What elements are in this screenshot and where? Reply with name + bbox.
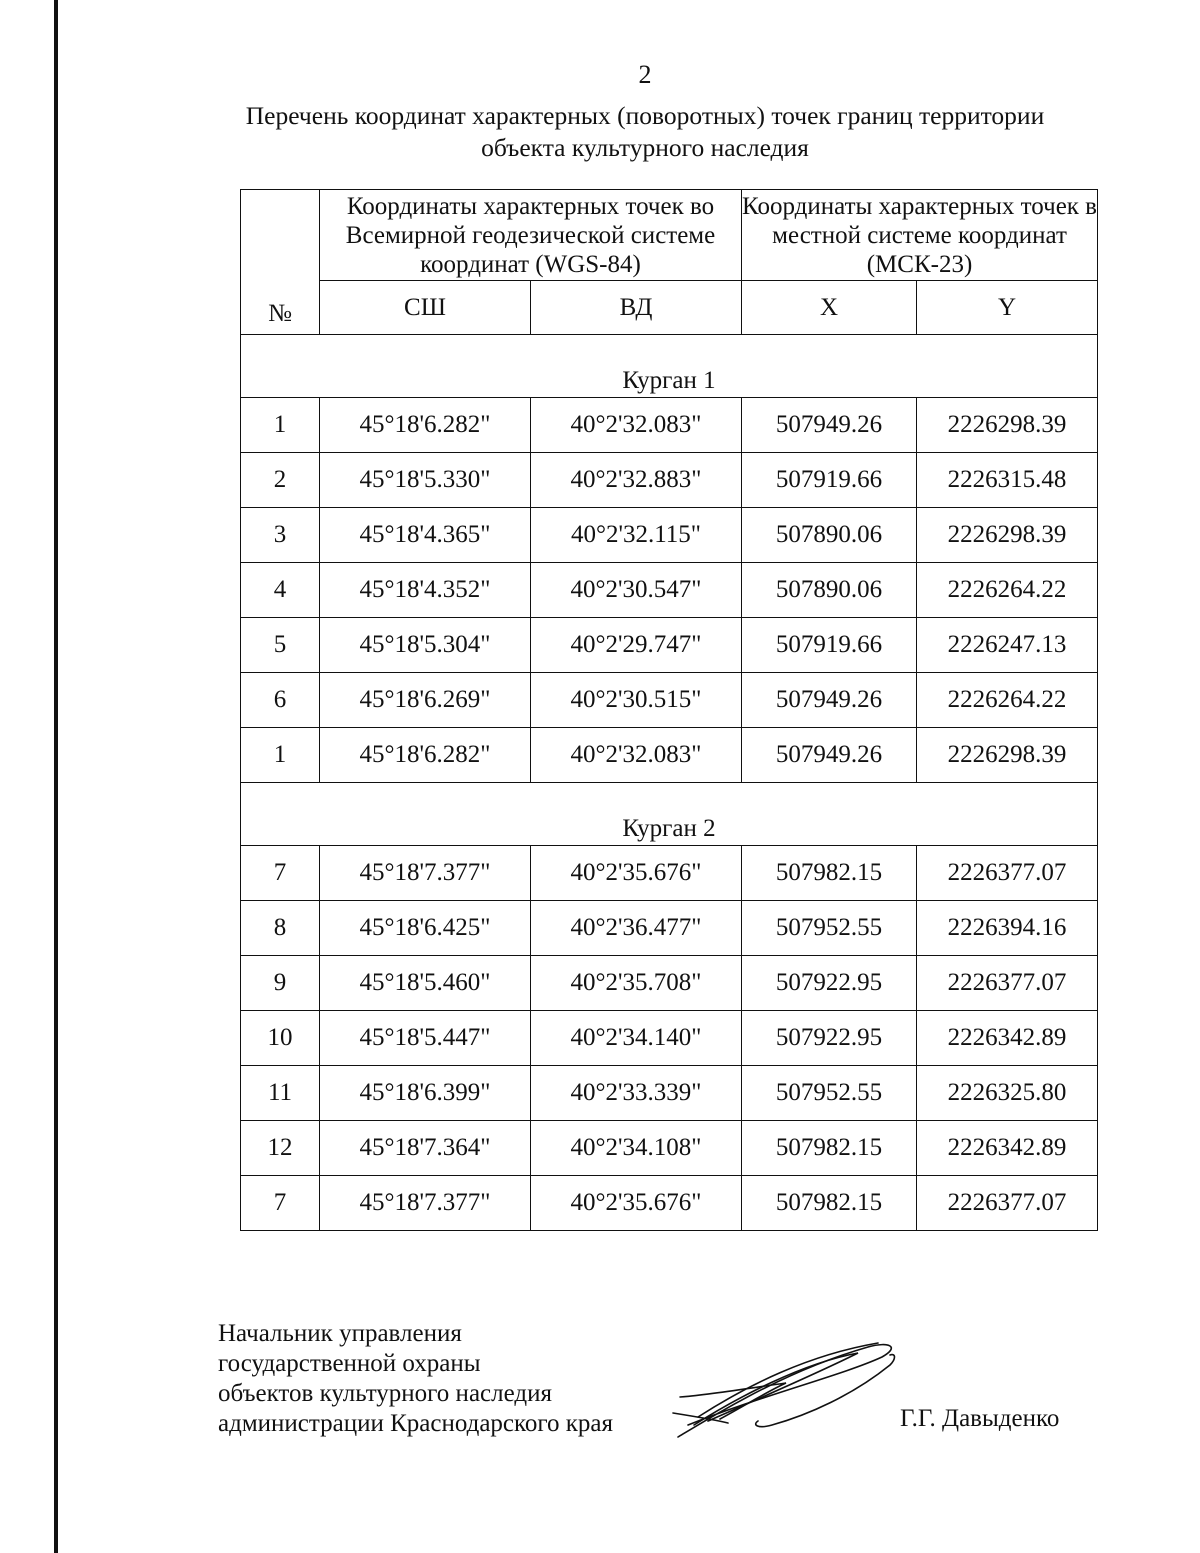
x-cell: 507982.15 <box>742 1176 917 1231</box>
table-row <box>241 508 1098 563</box>
x-cell: 507919.66 <box>742 618 917 673</box>
longitude-cell: 40°2'32.115" <box>531 508 742 563</box>
latitude-cell: 45°18'6.399" <box>320 1066 531 1121</box>
point-number-cell: 9 <box>241 956 320 1011</box>
position-line: объектов культурного наследия <box>218 1380 552 1407</box>
longitude-cell: 40°2'32.883" <box>531 453 742 508</box>
point-number-cell: 12 <box>241 1121 320 1176</box>
official-position <box>218 1319 613 1439</box>
table-row <box>241 618 1098 673</box>
longitude-cell: 40°2'32.083" <box>531 728 742 783</box>
y-cell: 2226298.39 <box>917 508 1098 563</box>
longitude-cell: 40°2'34.140" <box>531 1011 742 1066</box>
x-cell: 507982.15 <box>742 846 917 901</box>
table-row <box>241 453 1098 508</box>
x-cell: 507952.55 <box>742 1066 917 1121</box>
latitude-cell: 45°18'5.447" <box>320 1011 531 1066</box>
longitude-cell: 40°2'35.708" <box>531 956 742 1011</box>
latitude-cell: 45°18'4.365" <box>320 508 531 563</box>
table-row <box>241 1176 1098 1231</box>
longitude-cell: 40°2'36.477" <box>531 901 742 956</box>
position-line: государственной охраны <box>218 1350 481 1377</box>
section-row <box>241 783 1098 846</box>
position-line: администрации Краснодарского края <box>218 1410 614 1437</box>
x-cell: 507890.06 <box>742 563 917 618</box>
section-row <box>241 335 1098 398</box>
header-msk23: Координаты характерных точек в местной системе координат (МСК-23) <box>742 190 1098 281</box>
latitude-cell: 45°18'7.377" <box>320 1176 531 1231</box>
header-latitude: СШ <box>320 281 531 335</box>
point-number-cell: 1 <box>241 398 320 453</box>
y-cell: 2226377.07 <box>917 1176 1098 1231</box>
handwritten-signature <box>668 1325 908 1445</box>
y-cell: 2226298.39 <box>917 728 1098 783</box>
header-y: Y <box>917 281 1098 335</box>
table-row <box>241 728 1098 783</box>
x-cell: 507982.15 <box>742 1121 917 1176</box>
signer-name: Г.Г. Давыденко <box>900 1405 1060 1432</box>
position-line: Начальник управления <box>218 1320 462 1347</box>
table-row <box>241 398 1098 453</box>
section-title: Курган 1 <box>241 335 1098 398</box>
title-line: Перечень координат характерных (поворотных) точек границ территории <box>245 101 1045 130</box>
point-number-cell: 5 <box>241 618 320 673</box>
y-cell: 2226325.80 <box>917 1066 1098 1121</box>
latitude-cell: 45°18'6.425" <box>320 901 531 956</box>
y-cell: 2226377.07 <box>917 956 1098 1011</box>
table-row <box>241 1121 1098 1176</box>
x-cell: 507922.95 <box>742 956 917 1011</box>
longitude-cell: 40°2'32.083" <box>531 398 742 453</box>
y-cell: 2226342.89 <box>917 1011 1098 1066</box>
table-body <box>241 335 1098 1231</box>
header-wgs84: Координаты характерных точек во Всемирной геодезической системе координат (WGS-84) <box>320 190 742 281</box>
y-cell: 2226264.22 <box>917 563 1098 618</box>
latitude-cell: 45°18'4.352" <box>320 563 531 618</box>
y-cell: 2226315.48 <box>917 453 1098 508</box>
latitude-cell: 45°18'6.269" <box>320 673 531 728</box>
y-cell: 2226264.22 <box>917 673 1098 728</box>
y-cell: 2226394.16 <box>917 901 1098 956</box>
point-number-cell: 7 <box>241 846 320 901</box>
longitude-cell: 40°2'30.547" <box>531 563 742 618</box>
title-line: объекта культурного наследия <box>481 133 809 162</box>
y-cell: 2226342.89 <box>917 1121 1098 1176</box>
left-margin-rule <box>54 0 58 1553</box>
longitude-cell: 40°2'35.676" <box>531 846 742 901</box>
latitude-cell: 45°18'7.377" <box>320 846 531 901</box>
page-number: 2 <box>638 60 652 89</box>
longitude-cell: 40°2'33.339" <box>531 1066 742 1121</box>
point-number-cell: 1 <box>241 728 320 783</box>
x-cell: 507949.26 <box>742 398 917 453</box>
point-number-cell: 7 <box>241 1176 320 1231</box>
y-cell: 2226377.07 <box>917 846 1098 901</box>
header-x: X <box>742 281 917 335</box>
x-cell: 507922.95 <box>742 1011 917 1066</box>
x-cell: 507949.26 <box>742 728 917 783</box>
latitude-cell: 45°18'6.282" <box>320 728 531 783</box>
x-cell: 507919.66 <box>742 453 917 508</box>
x-cell: 507952.55 <box>742 901 917 956</box>
point-number-cell: 3 <box>241 508 320 563</box>
latitude-cell: 45°18'5.304" <box>320 618 531 673</box>
point-number-cell: 11 <box>241 1066 320 1121</box>
longitude-cell: 40°2'35.676" <box>531 1176 742 1231</box>
point-number-cell: 6 <box>241 673 320 728</box>
point-number-cell: 2 <box>241 453 320 508</box>
table-row <box>241 956 1098 1011</box>
table-row <box>241 563 1098 618</box>
longitude-cell: 40°2'30.515" <box>531 673 742 728</box>
longitude-cell: 40°2'34.108" <box>531 1121 742 1176</box>
header-number: № <box>241 190 320 335</box>
x-cell: 507890.06 <box>742 508 917 563</box>
latitude-cell: 45°18'5.330" <box>320 453 531 508</box>
y-cell: 2226247.13 <box>917 618 1098 673</box>
latitude-cell: 45°18'7.364" <box>320 1121 531 1176</box>
longitude-cell: 40°2'29.747" <box>531 618 742 673</box>
table-row <box>241 1066 1098 1121</box>
latitude-cell: 45°18'6.282" <box>320 398 531 453</box>
point-number-cell: 10 <box>241 1011 320 1066</box>
document-title <box>200 100 1090 164</box>
table-row <box>241 1011 1098 1066</box>
header-longitude: ВД <box>531 281 742 335</box>
coordinates-table <box>240 189 1098 1231</box>
latitude-cell: 45°18'5.460" <box>320 956 531 1011</box>
point-number-cell: 8 <box>241 901 320 956</box>
table-row <box>241 673 1098 728</box>
table-row <box>241 901 1098 956</box>
point-number-cell: 4 <box>241 563 320 618</box>
y-cell: 2226298.39 <box>917 398 1098 453</box>
x-cell: 507949.26 <box>742 673 917 728</box>
table-row <box>241 846 1098 901</box>
section-title: Курган 2 <box>241 783 1098 846</box>
